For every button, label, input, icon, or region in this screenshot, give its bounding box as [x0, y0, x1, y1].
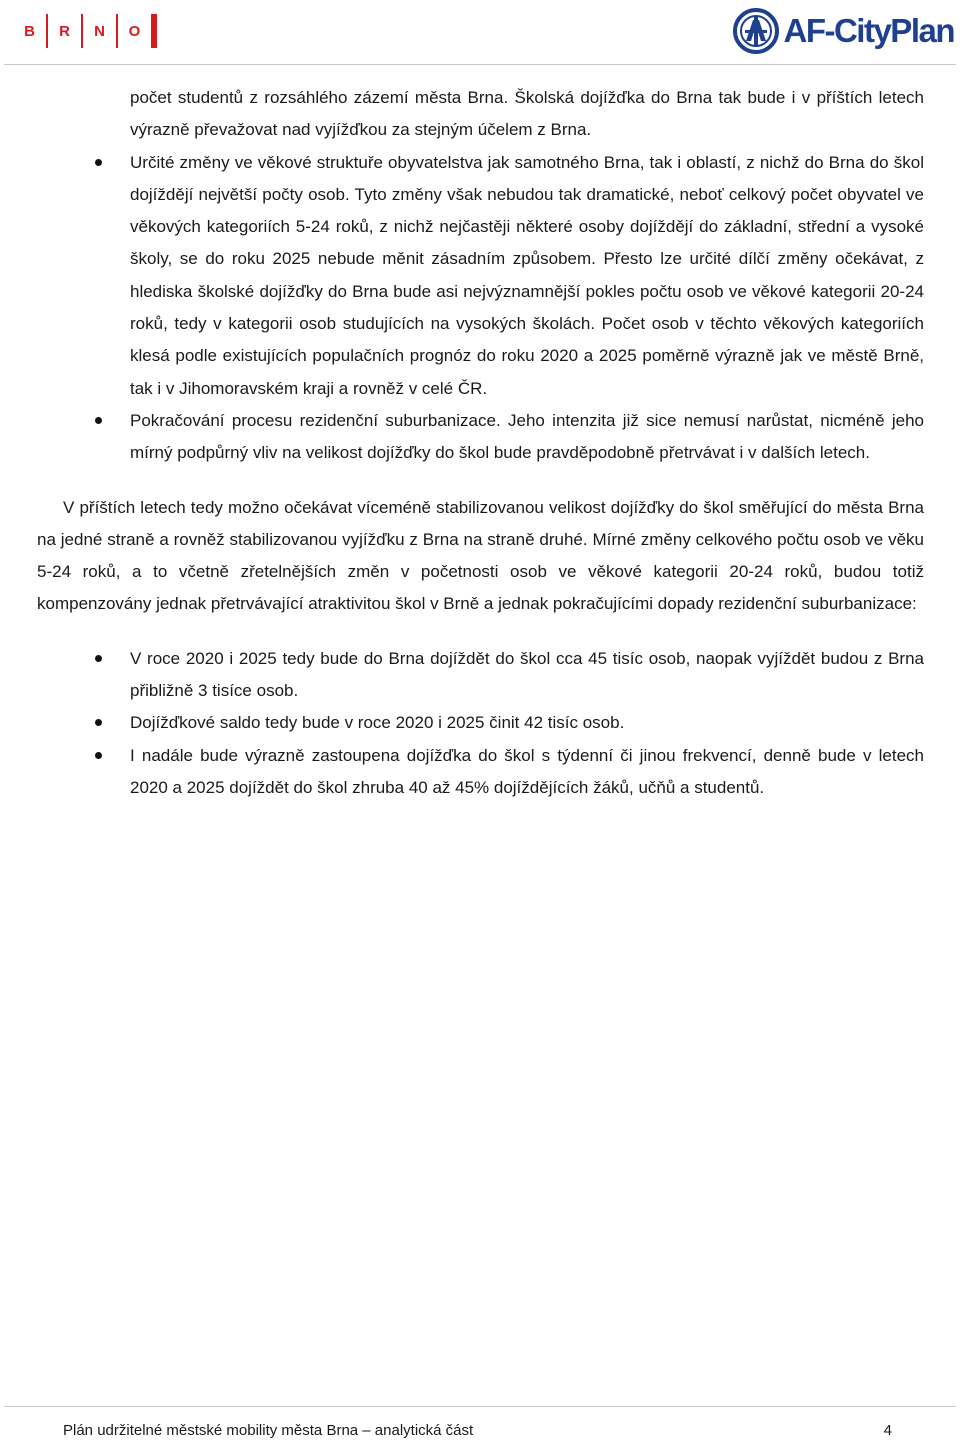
footer-title: Plán udržitelné městské mobility města Brna – analytická část	[63, 1422, 474, 1439]
bullet-icon	[95, 159, 102, 166]
bullet-icon	[95, 719, 102, 726]
list-item-text: Určité změny ve věkové struktuře obyvatelstva jak samotného Brna, tak i oblastí, z nichž do Brna do škol dojíždějí největší počty osob. Tyto změny však nebudou tak dramatické, neboť celkový počet obyvatel ve věkových kategoriích 5-24 roků, z nichž nejčastěji některé osoby dojíždějí do základní, střední a vysoké školy, se do roku 2025 nebude měnit zásadním způsobem. Přesto lze určité dílčí změny očekávat, z hlediska školské dojížďky do Brna bude asi nejvýznamnější pokles počtu osob ve věkové kategorii 20-24 roků, tedy v kategorii osob studujících na vysokých školách. Počet osob v těchto věkových kategoriích klesá podle existujících populačních prognóz do roku 2020 a 2025 poměrně výrazně jak ve městě Brně, tak i v Jihomoravském kraji a rovněž v celé ČR.	[130, 152, 924, 398]
footer-divider	[4, 1406, 956, 1407]
list-item-text: Dojížďkové saldo tedy bude v roce 2020 i 2025 činit 42 tisíc osob.	[130, 713, 625, 733]
page-header	[0, 0, 960, 66]
brno-logo-cell	[13, 14, 46, 48]
list-item-text: Pokračování procesu rezidenční suburbanizace. Jeho intenzita již sice nemusí narůstat, nicméně jeho mírný podpůrný vliv na velikost dojížďky do škol bude pravděpodobně přetrvávat i v dalších letech.	[130, 410, 924, 463]
brno-logo	[13, 14, 157, 48]
af-logo-text: AF-CityPlan	[783, 12, 954, 49]
bullet-list	[0, 147, 960, 470]
brno-logo-cell	[81, 14, 116, 48]
list-item-text: I nadále bude výrazně zastoupena dojížďka do škol s týdenní či jinou frekvencí, denně bude v letech 2020 a 2025 dojíždět do škol zhruba 40 až 45% dojíždějících žáků, učňů a studentů.	[130, 745, 924, 797]
bullet-icon	[95, 752, 102, 759]
brno-logo-letter: O	[128, 22, 141, 40]
page-number: 4	[883, 1422, 892, 1439]
brno-logo-cell	[116, 14, 157, 48]
af-emblem-icon	[733, 8, 779, 54]
bullet-icon	[95, 655, 102, 662]
continuation-paragraph: počet studentů z rozsáhlého zázemí města Brna. Školská dojížďka do Brna tak bude i v příštích letech výrazně převažovat nad vyjížďkou za stejným účelem z Brna.	[130, 88, 924, 140]
list-item	[0, 643, 960, 708]
brno-logo-letter: B	[24, 22, 35, 40]
bullet-icon	[95, 417, 102, 424]
list-item	[0, 147, 960, 405]
body-paragraph: V příštích letech tedy možno očekávat víceméně stabilizovanou velikost dojížďky do škol směřující do města Brna na jedné straně a rovněž stabilizovanou vyjížďku z Brna na straně druhé. Mírné změny celkového počtu osob ve věku 5-24 roků, a to včetně zřetelnějších změn v početnosti osob ve věkové kategorii 20-24 roků, budou totiž kompenzovány jednak přetrvávající atraktivitou škol v Brně a jednak pokračujícími dopady rezidenční suburbanizace:	[37, 497, 924, 614]
list-item	[0, 707, 960, 739]
list-item-text: V roce 2020 i 2025 tedy bude do Brna dojíždět do škol cca 45 tisíc osob, naopak vyjíždět budou z Brna přibližně 3 tisíce osob.	[130, 648, 924, 701]
header-divider	[4, 64, 956, 65]
brno-logo-letter: N	[94, 22, 105, 40]
list-item	[0, 405, 960, 470]
list-item	[0, 740, 960, 805]
af-cityplan-logo	[733, 6, 954, 56]
bullet-list	[0, 643, 960, 804]
brno-logo-letter: R	[59, 22, 70, 40]
page-content	[0, 82, 960, 804]
brno-logo-cell	[46, 14, 81, 48]
